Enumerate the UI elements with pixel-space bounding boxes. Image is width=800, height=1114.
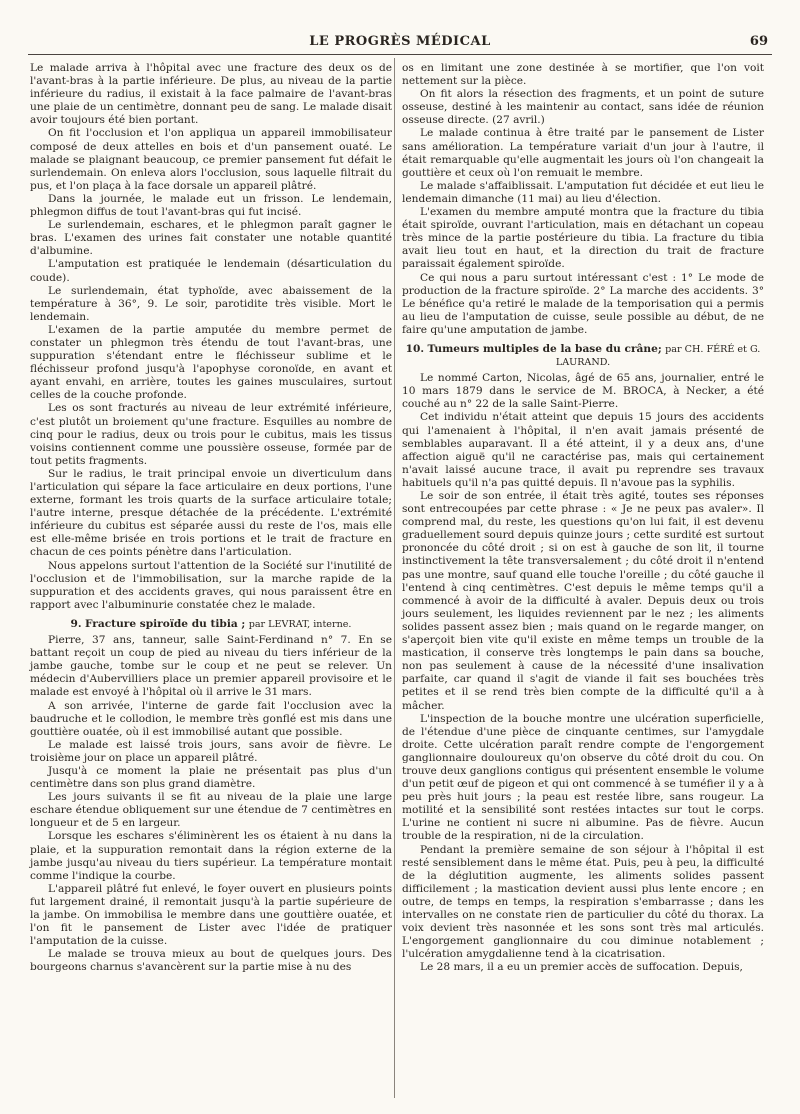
section-author: par CH. FÉRÉ et G. LAURAND. xyxy=(555,343,761,369)
section-heading-10 xyxy=(402,343,764,369)
section-title: Fracture spiroïde du tibia ; xyxy=(84,617,246,630)
paragraph: Le malade arriva à l'hôpital avec une fracture des deux os de l'avant-bras à la partie inférieure. De plus, au niveau de la partie inférieure du radius, il existait à la face palmaire de l'avant-bras une plaie de un centimètre, donnant peu de sang. Le malade disait avoir toujours été bien portant. xyxy=(30,62,392,127)
paragraph: Le malade est laissé trois jours, sans avoir de fièvre. Le troisième jour on place un appareil plâtré. xyxy=(30,738,392,764)
paragraph: Lorsque les eschares s'éliminèrent les os étaient à nu dans la plaie, et la suppuration remontait dans la région externe de la jambe jusqu'au niveau du tiers supérieur. La température montait comme l'indique la courbe. xyxy=(30,830,392,882)
paragraph: Nous appelons surtout l'attention de la Société sur l'inutilité de l'occlusion et de l'immobilisation, sur la marche rapide de la suppuration et des accidents graves, qui nous paraissent être en rapport avec l'albuminurie constatée chez le malade. xyxy=(30,559,392,611)
paragraph: L'examen de la partie amputée du membre permet de constater un phlegmon très étendu de tout l'avant-bras, une suppuration s'étendant entre le fléchisseur sublime et le fléchisseur profond jusqu'à l'apophyse coronoïde, en avant et ayant envahi, en arrière, toutes les gaines musculaires, surtout celles de la couche profonde. xyxy=(30,323,392,402)
column-divider xyxy=(394,58,395,1098)
paragraph: Cet individu n'était atteint que depuis 15 jours des accidents qui l'amenaient à l'hôpital, il n'en avait jamais présenté de semblables auparavant. Il a été atteint, il y a deux ans, d'une affection aiguë qu'il ne caractérise pas, mais qui certainement n'avait laissé aucune trace, il avait pu reprendre ses travaux habituels qu'il n'a pas quitté depuis. Il n'avoue pas la syphilis. xyxy=(402,411,764,489)
section-heading-9 xyxy=(30,618,392,631)
paragraph: Jusqu'à ce moment la plaie ne présentait pas plus d'un centimètre dans son plus grand diamètre. xyxy=(30,764,392,791)
paragraph: Les jours suivants il se fit au niveau de la plaie une large eschare étendue obliquement sur une étendue de 7 centimètres en longueur et de 5 en largeur. xyxy=(30,791,392,830)
paragraph: Le soir de son entrée, il était très agité, toutes ses réponses sont entrecoupées par cette phrase : « Je ne peux pas avaler». Il comprend mal, du reste, les questions qu'on lui fait, il est devenu graduellement sourd depuis quinze jours ; cette surdité est surtout prononcée du côté droit ; si on est à gauche de son lit, il tourne instinctivement la tête transversalement ; du côté droit il n'entend pas une montre, sauf quand elle touche l'oreille ; du côté gauche il l'entend à cinq centimètres. C'est depuis le même temps qu'il a commencé à avoir de la difficulté à avaler. Depuis deux ou trois jours seulement, les liquides reviennent par le nez ; les aliments solides passent assez bien ; mais quand on le regarde manger, on s'aperçoit bien vite qu'il existe en même temps un trouble de la mastication, il conserve très longtemps le pain dans sa bouche, non pas seulement à cause de la nécessité d'une insalivation parfaite, car quand il s'agit de viande il fait ses bouchées très petites et il se rend très bien compte de la difficulté qu'il a à mâcher. xyxy=(402,490,764,712)
paragraph: L'examen du membre amputé montra que la fracture du tibia était spiroïde, ouvrant l'articulation, mais en détachant un copeau très mince de la partie postérieure du tibia. La fracture du tibia avait lieu tout en haut, et la direction du trait de fracture paraissait également spiroïde. xyxy=(402,206,764,271)
paragraph: Pierre, 37 ans, tanneur, salle Saint-Ferdinand n° 7. En se battant reçoit un coup de pied au niveau du tiers inférieur de la jambe gauche, tombe sur le coup et ne peut se relever. Un médecin d'Aubervilliers place un premier appareil provisoire et le malade est envoyé à l'hôpital où il arrive le 31 mars. xyxy=(30,634,392,699)
section-number: 10. xyxy=(405,342,425,355)
paragraph: Le surlendemain, état typhoïde, avec abaissement de la température à 36°, 9. Le soir, parotidite très visible. Mort le lendemain. xyxy=(30,284,392,323)
section-title: Tumeurs multiples de la base du crâne; xyxy=(427,342,662,355)
paragraph: Pendant la première semaine de son séjour à l'hôpital il est resté sensiblement dans le même état. Puis, peu à peu, la difficulté de la déglutition augmente, les aliments solides passent difficilement ; la mastication devient aussi plus lente encore ; en outre, de temps en temps, la respiration s'embarrasse ; dans les intervalles on ne constate rien de particulier du côté du thorax. La voix devient très nasonnée et les sons sont très mal articulés. L'engorgement ganglionnaire du cou diminue notablement ; l'ulcération amygdalienne tend à la cicatrisation. xyxy=(402,843,764,961)
paragraph: Ce qui nous a paru surtout intéressant c'est : 1° Le mode de production de la fracture spiroïde. 2° La marche des accidents. 3° Le bénéfice qu'a retiré le malade de la temporisation qui a permis au lieu de l'amputation de cuisse, seule possible au début, de ne faire qu'une amputation de jambe. xyxy=(402,271,764,336)
section-author: par LEVRAT, interne. xyxy=(248,618,352,630)
paragraph: A son arrivée, l'interne de garde fait l'occlusion avec la baudruche et le collodion, le membre très gonflé est mis dans une gouttière ouatée, où il est immobilisé autant que possible. xyxy=(30,699,392,738)
paragraph: Le 28 mars, il a eu un premier accès de suffocation. Depuis, xyxy=(420,961,743,974)
journal-title: LE PROGRÈS MÉDICAL xyxy=(309,34,491,49)
paragraph: Le malade se trouva mieux au bout de quelques jours. Des bourgeons charnus s'avancèrent sur la partie mise à nu des xyxy=(30,948,392,974)
paragraph: L'inspection de la bouche montre une ulcération superficielle, de l'étendue d'une pièce de cinquante centimes, sur l'amygdale droite. Cette ulcération paraît rendre compte de l'engorgement ganglionnaire douloureux qu'on observe du côté droit du cou. On trouve deux ganglions contigus qui présentent ensemble le volume d'un petit œuf de pigeon et qui ont commencé à se tuméfier il y a à peu près huit jours ; la peau est restée libre, sans rougeur. La motilité et la sensibilité sont restées intactes sur tout le corps. L'urine ne contient ni sucre ni albumine. Pas de fièvre. Aucun trouble de la respiration, ni de la circulation. xyxy=(402,712,764,843)
left-column xyxy=(30,62,392,974)
paragraph: Les os sont fracturés au niveau de leur extrémité inférieure, c'est plutôt un broiement qu'une fracture. Esquilles au nombre de cinq pour le radius, deux ou trois pour le cubitus, mais les tissus voisins contiennent comme une poussière osseuse, formée par de tout petits fragments. xyxy=(30,402,392,467)
paragraph: On fit l'occlusion et l'on appliqua un appareil immobilisateur composé de deux attelles en bois et d'un pansement ouaté. Le malade se plaignant beaucoup, ce premier pansement fut défait le surlendemain. On enleva alors l'occlusion, sous laquelle filtrait du pus, et l'on plaça à la face dorsale un appareil plâtré. xyxy=(30,127,392,192)
paragraph: Sur le radius, le trait principal envoie un diverticulum dans l'articulation qui sépare la face articulaire en deux portions, l'une externe, formant les trois quarts de la surface articulaire totale; l'autre interne, presque détachée de la précédente. L'extrémité inférieure du cubitus est séparée aussi du reste de l'os, mais elle est elle-même brisée en trois portions et le trait de fracture en chacun de ces points pénètre dans l'articulation. xyxy=(30,467,392,559)
paragraph: os en limitant une zone destinée à se mortifier, que l'on voit nettement sur la pièce. xyxy=(402,62,764,88)
right-column xyxy=(402,62,764,974)
paragraph: Le malade continua à être traité par le pansement de Lister sans amélioration. La température variait d'un jour à l'autre, il était remarquable qu'elle augmentait les jours où l'on changeait la gouttière et ceux où l'on remuait le membre. xyxy=(402,127,764,179)
paragraph: Le nommé Carton, Nicolas, âgé de 65 ans, journalier, entré le 10 mars 1879 dans le service de M. BROCA, à Necker, a été couché au n° 22 de la salle Saint-Pierre. xyxy=(402,372,764,411)
page-number: 69 xyxy=(749,34,768,49)
paragraph: On fit alors la résection des fragments, et un point de suture osseuse, destiné à les maintenir au contact, sans idée de réunion osseuse directe. (27 avril.) xyxy=(402,88,764,127)
page-header xyxy=(28,30,772,55)
paragraph: L'appareil plâtré fut enlevé, le foyer ouvert en plusieurs points fut largement drainé, il remontait jusqu'à la partie supérieure de la jambe. On immobilisa le membre dans une gouttière ouatée, et l'on fit le pansement de Lister avec l'idée de pratiquer l'amputation de la cuisse. xyxy=(30,882,392,948)
paragraph: Le surlendemain, eschares, et le phlegmon paraît gagner le bras. L'examen des urines fait constater une notable quantité d'albumine. xyxy=(30,219,392,258)
paragraph: L'amputation est pratiquée le lendemain (désarticulation du coude). xyxy=(30,258,392,284)
paragraph: Dans la journée, le malade eut un frisson. Le lendemain, phlegmon diffus de tout l'avant-bras qui fut incisé. xyxy=(30,192,392,219)
section-number: 9. xyxy=(70,617,82,630)
paragraph: Le malade s'affaiblissait. L'amputation fut décidée et eut lieu le lendemain dimanche (11 mai) au lieu d'élection. xyxy=(402,179,764,205)
